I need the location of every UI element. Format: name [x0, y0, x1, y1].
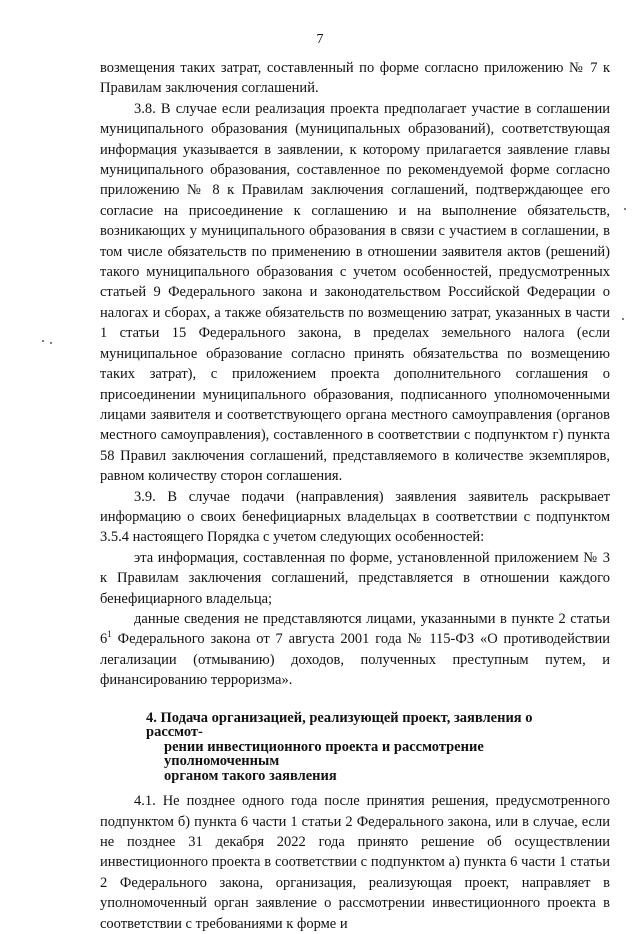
page-number: 7 [316, 32, 324, 47]
paragraph-3-8: 3.8. В случае если реализация проекта предполагает участие в соглашении муниципального образования (муниципальных образований), соответствующая информация указывается в заявлении, к которому прилагается заявление главы муниципального образования, составленное по рекомендуемой форме согласно приложению № 8 к Правилам заключения соглашений, подтверждающее его согласие на присоединение к соглашению и на выполнение обязательств, возникающих у муниципального образования в связи с участием в соглашении, в том числе обязательств по применению в отношении заявителя актов (решений) такого муниципального образования с учетом особенностей, предусмотренных статьей 9 Федерального закона и законодательством Российской Федерации о налогах и сборах, а также обязательств по возмещению затрат, указанных в части 1 статьи 15 Федерального закона, в пределах земельного налога (если муниципальное образование согласно принять обязательства по возмещению таких затрат), с приложением проекта дополнительного соглашения о присоединении муниципального образования, подписанного уполномоченными лицами заявителя и соответствующего органа местного самоуправления (органов местного самоуправления), составленного в соответствии с подпунктом г) пункта 58 Правил заключения соглашений, представляемого в количестве экземпляров, равном количеству сторон соглашения. [100, 100, 610, 485]
section-4-heading-line3: органом такого заявления [164, 767, 337, 784]
paragraph-4-1: 4.1. Не позднее одного года после принятия решения, предусмотренного подпунктом б) пункта 6 части 1 статьи 2 Федерального закона, или в случае, если не позднее 31 декабря 2022 года принято решение об осуществлении инвестиционного проекта в соответствии с подпунктом а) пункта 6 части 1 статьи 2 Федерального закона, организация, реализующая проект, направляет в уполномоченный орган заявление о рассмотрении инвестиционного проекта в соответствии с требованиями к форме и [100, 793, 610, 932]
section-4-heading-line2: рении инвестиционного проекта и рассмотрение уполномоченным [164, 738, 484, 770]
paragraph-exemption [100, 609, 610, 691]
paragraph-carryover: возмещения таких затрат, составленный по форме согласно приложению № 7 к Правилам заключения соглашений. [100, 60, 610, 97]
paragraph-exemption-part1: данные сведения не представляются лицами, указанными в пункте 2 статьи 6 [100, 610, 610, 648]
scan-speck [624, 208, 626, 210]
scan-speck [622, 318, 624, 320]
section-4-heading-line1: 4. Подача организацией, реализующей проект, заявления о рассмот- [146, 709, 533, 741]
paragraph-beneficiary-info: эта информация, составленная по форме, установленной приложением № 3 к Правилам заключения соглашений, представляется в отношении каждого бенефициарного владельца; [100, 549, 610, 607]
page-content [100, 58, 610, 934]
section-4-heading [100, 711, 610, 784]
paragraph-exemption-part2: Федерального закона от 7 августа 2001 года № 115-ФЗ «О противодействии легализации (отмыванию) доходов, полученных преступным путем, и финансированию терроризма». [100, 631, 610, 689]
scan-speck [50, 342, 52, 344]
scan-speck [42, 340, 44, 342]
superscript-article-6-1: 1 [107, 629, 112, 640]
paragraph-3-9: 3.9. В случае подачи (направления) заявления заявитель раскрывает информацию о своих бенефициарных владельцах в соответствии с подпунктом 3.5.4 настоящего Порядка с учетом следующих особенностей: [100, 488, 610, 546]
